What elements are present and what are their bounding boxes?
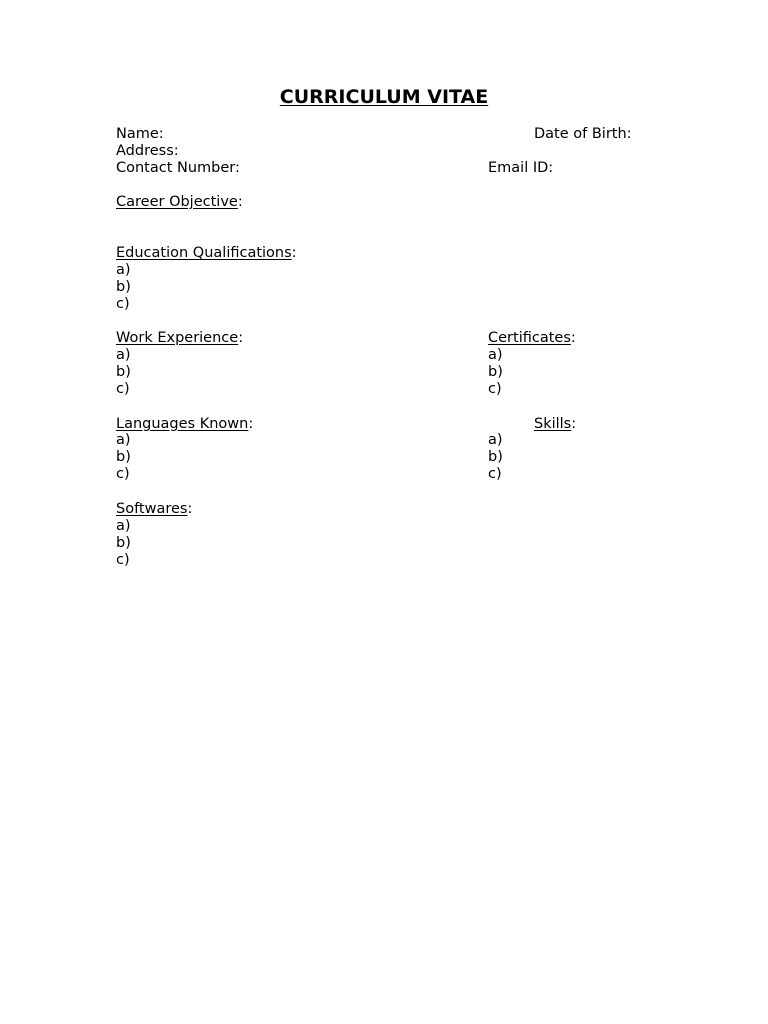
certificates-item: b)	[488, 364, 503, 380]
work-experience-item: a)	[116, 347, 131, 363]
skills-item: b)	[488, 449, 503, 465]
skills-heading-text: Skills	[534, 416, 572, 432]
softwares-colon: :	[187, 501, 193, 517]
languages-heading	[116, 416, 253, 433]
skills-colon: :	[571, 416, 577, 432]
softwares-heading-text: Softwares	[116, 501, 188, 517]
certificates-colon: :	[570, 330, 576, 346]
softwares-heading	[116, 501, 192, 518]
career-objective-heading	[116, 194, 243, 211]
email-label: Email ID:	[488, 160, 554, 176]
name-label: Name:	[116, 126, 164, 142]
work-experience-heading-text: Work Experience	[116, 330, 239, 346]
softwares-item: b)	[116, 535, 131, 551]
education-heading	[116, 245, 297, 262]
languages-item: a)	[116, 432, 131, 448]
contact-number-label: Contact Number:	[116, 160, 240, 176]
work-experience-item: c)	[116, 381, 130, 397]
work-experience-item: b)	[116, 364, 131, 380]
dob-label: Date of Birth:	[534, 126, 632, 142]
education-heading-text: Education Qualifications	[116, 245, 292, 261]
address-label: Address:	[116, 143, 179, 159]
document-title: CURRICULUM VITAE	[279, 86, 489, 108]
skills-item: c)	[488, 466, 502, 482]
education-item: c)	[116, 296, 130, 312]
education-item: b)	[116, 279, 131, 295]
languages-heading-text: Languages Known	[116, 416, 249, 432]
work-experience-colon: :	[238, 330, 244, 346]
softwares-item: c)	[116, 552, 130, 568]
certificates-heading-text: Certificates	[488, 330, 571, 346]
career-objective-heading-text: Career Objective	[116, 194, 238, 210]
softwares-item: a)	[116, 518, 131, 534]
education-item: a)	[116, 262, 131, 278]
languages-item: b)	[116, 449, 131, 465]
skills-heading	[534, 416, 576, 433]
certificates-item: a)	[488, 347, 503, 363]
certificates-item: c)	[488, 381, 502, 397]
education-colon: :	[291, 245, 297, 261]
languages-item: c)	[116, 466, 130, 482]
skills-item: a)	[488, 432, 503, 448]
career-objective-colon: :	[237, 194, 243, 210]
work-experience-heading	[116, 330, 243, 347]
certificates-heading	[488, 330, 576, 347]
languages-colon: :	[248, 416, 254, 432]
